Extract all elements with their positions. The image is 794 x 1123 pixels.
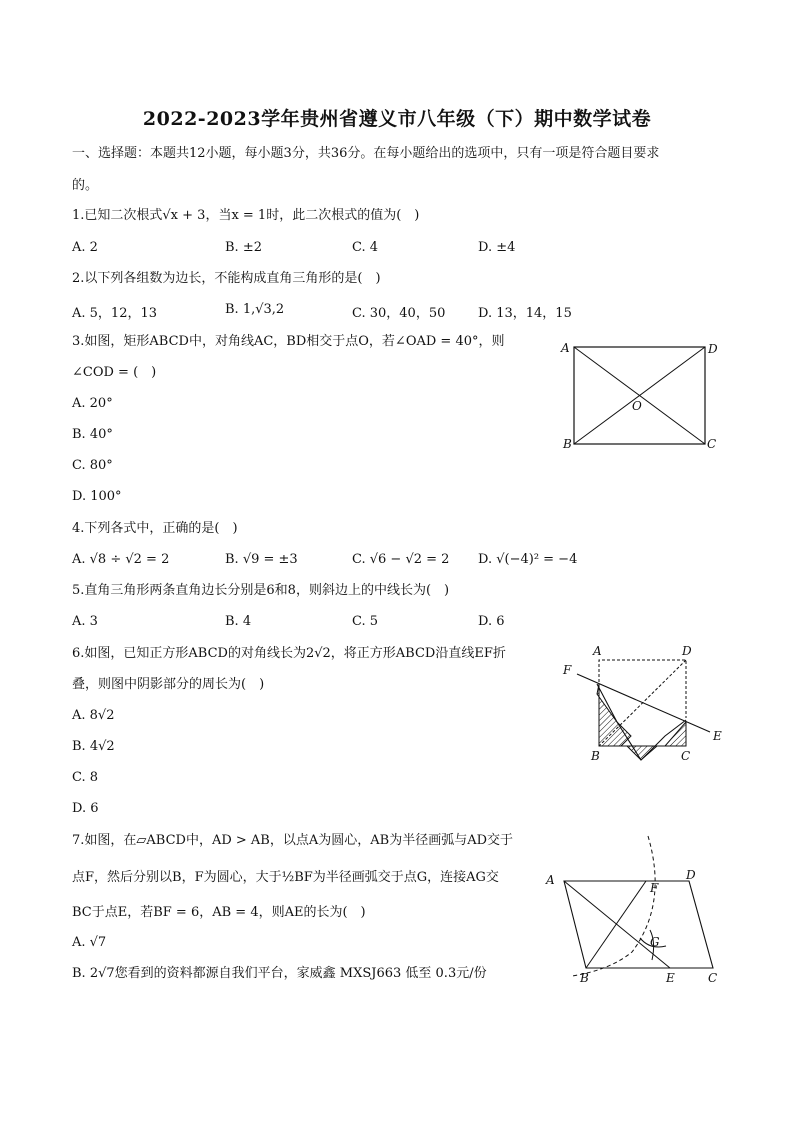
section-instructions-line1: 一、选择题：本题共12小题，每小题3分，共36分。在每小题给出的选项中，只有一项是符合题目要求 [72, 146, 660, 161]
label-f: F [563, 663, 572, 677]
label-a: A [593, 644, 602, 658]
q1-option-d[interactable]: D. ±4 [478, 240, 516, 255]
label-a: A [546, 873, 555, 887]
label-b: B [580, 971, 589, 985]
q6-option-c[interactable]: C. 8 [72, 770, 99, 785]
q6-option-b[interactable]: B. 4√2 [72, 739, 115, 754]
q1-option-a[interactable]: A. 2 [72, 240, 98, 255]
label-b: B [563, 437, 572, 451]
question-7-stem-line1: 7.如图，在▱ABCD中，AD > AB，以点A为圆心，AB为半径画弧与AD交于 [72, 833, 514, 848]
label-c: C [708, 971, 718, 985]
parallelogram-abcd [564, 881, 713, 968]
q2-option-b[interactable]: B. 1,√3,2 [225, 302, 285, 317]
q5-option-d[interactable]: D. 6 [478, 614, 505, 629]
question-7-stem-line2: 点F，然后分别以B，F为圆心，大于½BF为半径画弧交于点G，连接AG交 [72, 870, 499, 885]
question-6-figure [555, 640, 730, 766]
q3-option-a[interactable]: A. 20° [72, 396, 113, 411]
q2-option-a[interactable]: A. 5，12，13 [72, 306, 158, 321]
q4-option-c[interactable]: C. √6 − √2 = 2 [352, 552, 450, 567]
label-d: D [708, 342, 718, 356]
q4-option-d[interactable]: D. √(−4)² = −4 [478, 552, 578, 567]
q2-option-d[interactable]: D. 13，14，15 [478, 306, 572, 321]
fold-line-ef [577, 674, 710, 732]
q5-option-a[interactable]: A. 3 [72, 614, 98, 629]
question-3-stem-line1: 3.如图，矩形ABCD中，对角线AC，BD相交于点O，若∠OAD = 40°，则 [72, 334, 505, 349]
q4-option-b[interactable]: B. √9 = ±3 [225, 552, 298, 567]
q6-option-a[interactable]: A. 8√2 [72, 708, 115, 723]
label-b: B [591, 749, 600, 763]
page-title: 2022-2023学年贵州省遵义市八年级（下）期中数学试卷 [142, 108, 652, 130]
question-4-stem: 4.下列各式中，正确的是( ) [72, 521, 238, 536]
question-5-stem: 5.直角三角形两条直角边长分别是6和8，则斜边上的中线长为( ) [72, 583, 450, 598]
q1-option-b[interactable]: B. ±2 [225, 240, 262, 255]
question-7-stem-line3: BC于点E，若BF = 6，AB = 4，则AE的长为( ) [72, 905, 366, 920]
q3-option-c[interactable]: C. 80° [72, 458, 113, 473]
q3-option-d[interactable]: D. 100° [72, 489, 122, 504]
q5-option-b[interactable]: B. 4 [225, 614, 252, 629]
label-d: D [682, 644, 692, 658]
label-d: D [686, 868, 696, 882]
q1-option-c[interactable]: C. 4 [352, 240, 379, 255]
label-c: C [681, 749, 691, 763]
label-a: A [561, 341, 570, 355]
q6-option-d[interactable]: D. 6 [72, 801, 99, 816]
q4-option-a[interactable]: A. √8 ÷ √2 = 2 [72, 552, 170, 567]
q2-option-c[interactable]: C. 30，40，50 [352, 306, 446, 321]
segment-bf [586, 881, 646, 968]
question-2-stem: 2.以下列各组数为边长，不能构成直角三角形的是( ) [72, 271, 381, 286]
q7-option-b[interactable]: B. 2√7您看到的资料都源自我们平台，家威鑫 MXSJ663 低至 0.3元/份 [72, 966, 487, 981]
question-6-stem-line2: 叠，则图中阴影部分的周长为( ) [72, 677, 265, 692]
question-3-stem-line2: ∠COD = ( ) [72, 365, 157, 380]
arc-from-a [572, 836, 655, 976]
q5-option-c[interactable]: C. 5 [352, 614, 379, 629]
question-7-figure [540, 834, 730, 986]
label-e: E [666, 971, 675, 985]
label-c: C [707, 437, 717, 451]
label-e: E [713, 729, 722, 743]
label-o: O [632, 399, 642, 413]
q3-option-b[interactable]: B. 40° [72, 427, 113, 442]
label-g: G [650, 935, 660, 949]
label-f: F [650, 881, 659, 895]
question-1-stem: 1.已知二次根式√x + 3，当x = 1时，此二次根式的值为( ) [72, 208, 420, 223]
question-3-figure [555, 336, 730, 454]
section-instructions-line2: 的。 [72, 178, 99, 193]
question-6-stem-line1: 6.如图，已知正方形ABCD的对角线长为2√2，将正方形ABCD沿直线EF折 [72, 646, 506, 661]
q7-option-a[interactable]: A. √7 [72, 935, 107, 950]
